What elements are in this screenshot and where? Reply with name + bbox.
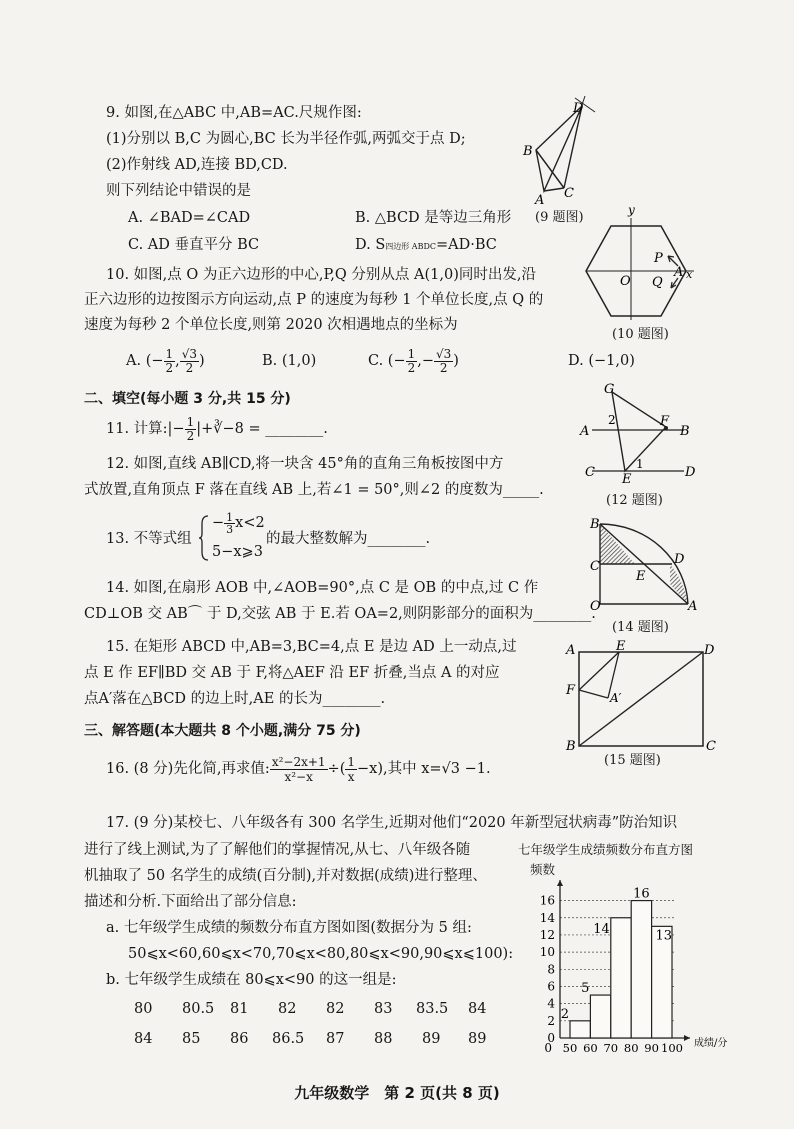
y-tick-label: 12 (539, 927, 555, 942)
q17-line3: 机抽取了 50 名学生的成绩(百分制),并对数据(成绩)进行整理、 (84, 868, 487, 884)
q13-post: 的最大整数解为________. (266, 531, 431, 547)
y-tick-label: 16 (539, 893, 555, 908)
q15-line3: 点A′落在△BCD 的边上时,AE 的长为________. (84, 691, 386, 707)
q17-line1: 17. (9 分)某校七、八年级各有 300 名学生,近期对他们“2020 年新型冠状病毒”防治知识 (106, 815, 678, 831)
q14-line2: CD⊥OB 交 AB⌒ 于 D,交弦 AB 于 E.若 OA=2,则阴影部分的面积为________. (84, 606, 596, 622)
q14-figure (586, 516, 696, 616)
q13-pre: 13. 不等式组 (106, 531, 192, 547)
q14-label-a: A (688, 599, 698, 614)
q15-label-d: D (704, 643, 715, 658)
q9-option-d: D. S四边形 ABDC=AD·BC (355, 237, 497, 253)
histogram-chart (530, 870, 728, 1060)
data-value: 81 (230, 1001, 249, 1017)
q17-a1: a. 七年级学生成绩的频数分布直方图如图(数据分为 5 组: (106, 920, 472, 936)
bar-value-label: 16 (633, 886, 650, 902)
q9-label-c: C (564, 186, 574, 201)
x-tick-label: 60 (583, 1041, 598, 1055)
q10-label-x: x (686, 268, 693, 281)
section-3-heading: 三、解答题(本大题共 8 个小题,满分 75 分) (84, 723, 361, 739)
page-footer: 九年级数学 第 2 页(共 8 页) (294, 1084, 500, 1102)
data-value: 89 (422, 1031, 441, 1047)
q10-option-c: C. (− $\frac{1}{2}$ ,− $\frac{√3}{2}$ ) (368, 346, 459, 375)
y-tick-label: 6 (547, 979, 555, 994)
data-value: 80.5 (182, 1001, 215, 1017)
y-tick-label: 10 (539, 945, 555, 960)
data-value: 83.5 (416, 1001, 449, 1017)
q10-line3: 速度为每秒 2 个单位长度,则第 2020 次相遇地点的坐标为 (84, 317, 458, 333)
x-tick-label: 70 (603, 1041, 619, 1055)
q12-figure (580, 382, 712, 487)
q15-figure (564, 639, 716, 754)
q15-label-f: F (566, 683, 576, 698)
q10-option-a: A. (− $\frac{1}{2}$ , $\frac{√3}{2}$ ) (126, 346, 205, 375)
q15-label-c: C (706, 739, 716, 754)
section-2-heading: 二、填空(每小题 3 分,共 15 分) (84, 391, 291, 407)
x-tick-label: 80 (623, 1041, 639, 1055)
q15-line2: 点 E 作 EF∥BD 交 AB 于 F,将△AEF 沿 EF 折叠,当点 A 的对应 (84, 665, 500, 681)
q9-step2: (2)作射线 AD,连接 BD,CD. (106, 157, 288, 173)
q12-label-e: E (622, 472, 632, 487)
bar-value-label: 2 (560, 1006, 569, 1022)
y-tick-label: 0 (547, 1031, 555, 1045)
data-value: 88 (374, 1031, 393, 1047)
q15-caption: (15 题图) (604, 753, 661, 768)
q9-ask: 则下列结论中错误的是 (106, 183, 251, 199)
data-value: 84 (468, 1001, 487, 1017)
histogram-bar (570, 1021, 590, 1038)
data-value: 87 (326, 1031, 345, 1047)
histogram-bar (611, 918, 631, 1038)
q12-angle-1: 1 (636, 457, 644, 471)
q9-option-c: C. AD 垂直平分 BC (128, 237, 260, 253)
q12-line1: 12. 如图,直线 AB∥CD,将一块含 45°角的直角三角板按图中方 (106, 456, 504, 472)
q14-caption: (14 题图) (612, 620, 669, 635)
q17-line4: 描述和分析.下面给出了部分信息: (84, 894, 297, 910)
q14-line1: 14. 如图,在扇形 AOB 中,∠AOB=90°,点 C 是 OB 的中点,过 C 作 (106, 580, 539, 596)
data-value: 82 (278, 1001, 297, 1017)
q12-label-a: A (580, 424, 590, 439)
q10-option-d: D. (−1,0) (568, 353, 635, 369)
q17-a2: 50⩽x<60,60⩽x<70,70⩽x<80,80⩽x<90,90⩽x⩽100): (128, 946, 514, 962)
q13-row2: 5−x⩾3 (212, 544, 263, 560)
q9-stem: 9. 如图,在△ABC 中,AB=AC.尺规作图: (106, 105, 362, 121)
data-value: 89 (468, 1031, 487, 1047)
y-tick-label: 14 (539, 910, 555, 925)
q10-label-p: P (654, 251, 663, 266)
q9-label-d: D (573, 101, 584, 116)
q12-label-b: B (680, 424, 690, 439)
q9-label-b: B (523, 144, 533, 159)
q16: 16. (8 分)先化简,再求值: $\frac{\text{x²−2x+1}}{\text{x²−x}}$ ÷( $\frac{1}{x}$ −x),其中 x=√3 −1. (106, 754, 491, 784)
q14-label-o: O (590, 599, 601, 614)
bar-value-label: 14 (593, 921, 610, 937)
q11: 11. 计算:|− $\frac{1}{2}$ |+∛−8 = ________. (106, 414, 328, 443)
q15-label-a-prime: A′ (610, 691, 622, 705)
q13-row1: − $\frac{1}{3}$ x<2 (212, 510, 265, 536)
q9-option-b: B. △BCD 是等边三角形 (355, 210, 512, 226)
q10-line1: 10. 如图,点 O 为正六边形的中心,P,Q 分别从点 A(1,0)同时出发,沿 (106, 267, 536, 283)
data-value: 86 (230, 1031, 249, 1047)
data-value: 85 (182, 1031, 201, 1047)
q10-line2: 正六边形的边按图示方向运动,点 P 的速度为每秒 1 个单位长度,点 Q 的 (84, 292, 544, 308)
q15-label-a: A (566, 643, 576, 658)
q12-label-g: G (604, 382, 615, 397)
data-value: 84 (134, 1031, 153, 1047)
chart-ylabel: 频数 (530, 862, 556, 877)
q12-angle-2: 2 (608, 413, 616, 427)
q10-label-o: O (620, 274, 631, 289)
bar-value-label: 5 (581, 981, 590, 997)
q9-step1: (1)分别以 B,C 为圆心,BC 长为半径作弧,两弧交于点 D; (106, 131, 466, 147)
q9-option-a: A. ∠BAD=∠CAD (128, 210, 251, 226)
x-tick-label: 100 (661, 1041, 683, 1055)
q17-b: b. 七年级学生成绩在 80⩽x<90 的这一组是: (106, 972, 397, 988)
q12-label-d: D (685, 465, 696, 480)
y-tick-label: 2 (547, 1013, 555, 1028)
chart-title: 七年级学生成绩频数分布直方图 (518, 842, 694, 857)
q12-line2: 式放置,直角顶点 F 落在直线 AB 上,若∠1 = 50°,则∠2 的度数为_____. (84, 482, 544, 498)
x-tick-label: 90 (644, 1041, 659, 1055)
q17-line2: 进行了线上测试,为了了解他们的掌握情况,从七、八年级各随 (84, 842, 471, 858)
data-value: 80 (134, 1001, 153, 1017)
q10-figure (586, 203, 696, 321)
y-axis-arrow (557, 880, 563, 886)
q14-label-e: E (636, 569, 646, 584)
q12-label-f: F (660, 414, 670, 429)
x-axis-arrow (684, 1035, 690, 1041)
origin-label: 0 (544, 1041, 552, 1055)
q9-caption: (9 题图) (535, 210, 584, 225)
q9-label-a: A (535, 193, 545, 208)
q14-label-b: B (590, 517, 600, 532)
data-value: 82 (326, 1001, 345, 1017)
y-tick-label: 8 (547, 962, 555, 977)
q10-label-q: Q (652, 275, 663, 290)
q14-label-c: C (590, 559, 600, 574)
q13-brace (198, 514, 210, 562)
q15-label-b: B (566, 739, 576, 754)
q15-line1: 15. 在矩形 ABCD 中,AB=3,BC=4,点 E 是边 AD 上一动点,过 (106, 639, 517, 655)
q10-option-b: B. (1,0) (262, 353, 317, 369)
data-value: 83 (374, 1001, 393, 1017)
q12-label-c: C (585, 465, 595, 480)
histogram-bar (590, 995, 610, 1038)
q15-label-e: E (616, 639, 626, 654)
q10-label-y: y (628, 203, 635, 217)
data-value: 86.5 (272, 1031, 305, 1047)
q14-label-d: D (674, 552, 685, 567)
q10-label-a: A (674, 265, 684, 280)
q12-caption: (12 题图) (606, 493, 663, 508)
bar-value-label: 13 (655, 928, 673, 944)
x-axis-label: 成绩/分 (694, 1038, 728, 1049)
x-tick-label: 50 (562, 1041, 578, 1055)
q10-caption: (10 题图) (612, 327, 669, 342)
y-tick-label: 4 (547, 996, 555, 1011)
histogram-bar (631, 901, 651, 1038)
